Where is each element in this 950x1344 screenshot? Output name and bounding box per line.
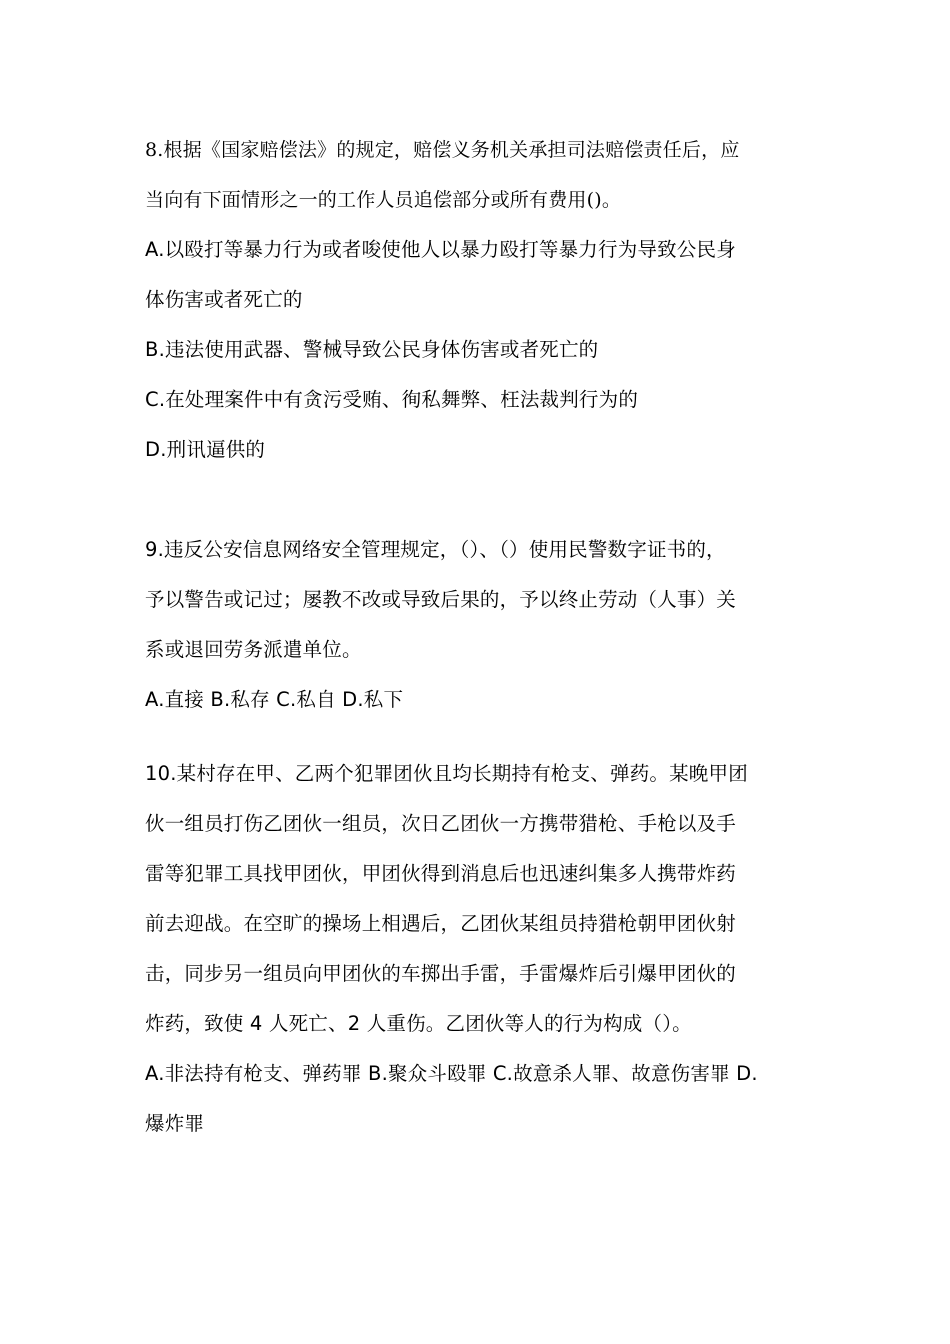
question-10-line-4: 前去迎战。在空旷的操场上相遇后，乙团伙某组员持猎枪朝甲团伙射 xyxy=(145,912,737,935)
question-10-line-6: 炸药，致使 4 人死亡、2 人重伤。乙团伙等人的行为构成（）。 xyxy=(145,1012,692,1035)
question-9-line-2: 予以警告或记过；屡教不改或导致后果的，予以终止劳动（人事）关 xyxy=(145,588,737,611)
question-10-line-2: 伙一组员打伤乙团伙一组员，次日乙团伙一方携带猎枪、手枪以及手 xyxy=(145,812,737,835)
question-10-options-line-1: A.非法持有枪支、弹药罪 B.聚众斗殴罪 C.故意杀人罪、故意伤害罪 D. xyxy=(145,1062,758,1085)
question-8-option-a-line-2: 体伤害或者死亡的 xyxy=(145,288,303,311)
question-9-line-1: 9.违反公安信息网络安全管理规定，（）、（）使用民警数字证书的， xyxy=(145,538,726,561)
question-10-line-1: 10.某村存在甲、乙两个犯罪团伙且均长期持有枪支、弹药。某晚甲团 xyxy=(145,762,748,785)
question-8-line-2: 当向有下面情形之一的工作人员追偿部分或所有费用()。 xyxy=(145,189,622,211)
question-10-line-3: 雷等犯罪工具找甲团伙，甲团伙得到消息后也迅速纠集多人携带炸药 xyxy=(145,862,737,885)
question-10-line-5: 击，同步另一组员向甲团伙的车掷出手雷，手雷爆炸后引爆甲团伙的 xyxy=(145,962,737,985)
question-8-option-d: D.刑讯逼供的 xyxy=(145,438,266,461)
question-8-option-a-line-1: A.以殴打等暴力行为或者唆使他人以暴力殴打等暴力行为导致公民身 xyxy=(145,238,736,261)
question-8-option-c: C.在处理案件中有贪污受贿、徇私舞弊、枉法裁判行为的 xyxy=(145,388,639,411)
question-9-line-3: 系或退回劳务派遣单位。 xyxy=(145,638,362,661)
question-10-options-line-2: 爆炸罪 xyxy=(145,1112,205,1135)
question-9-options: A.直接 B.私存 C.私自 D.私下 xyxy=(145,688,404,711)
question-8-line-1: 8.根据《国家赔偿法》的规定，赔偿义务机关承担司法赔偿责任后，应 xyxy=(145,139,740,161)
question-8-option-b: B.违法使用武器、警械导致公民身体伤害或者死亡的 xyxy=(145,338,599,361)
